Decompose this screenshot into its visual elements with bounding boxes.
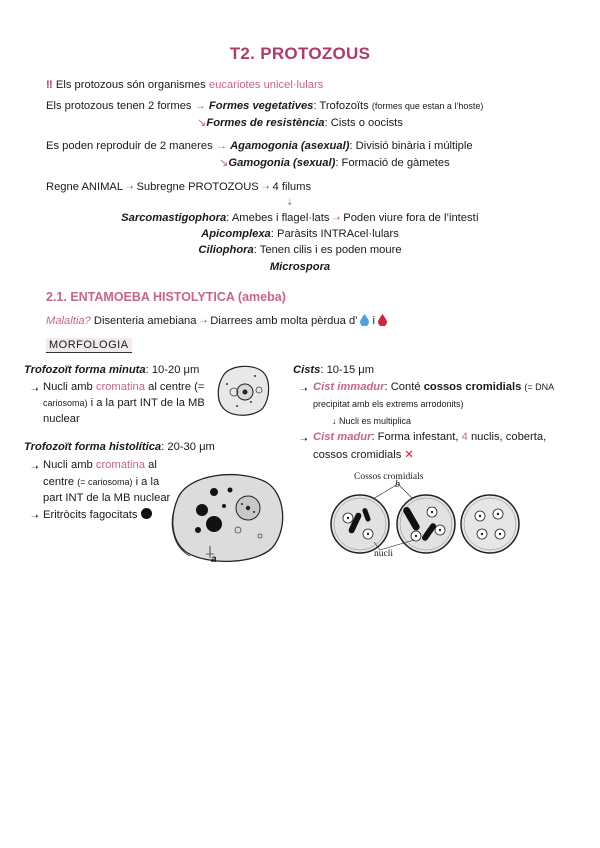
malaltia-text: Disenteria amebiana [93, 315, 197, 327]
histolitica-heading [24, 441, 215, 453]
filum-sarcomastigophora [0, 212, 600, 224]
and-text: i [372, 315, 375, 327]
formes-line-2 [197, 116, 403, 129]
filum-name: Ciliophora [198, 244, 254, 256]
histolitica-b1-l1 [43, 459, 157, 471]
intro-line [46, 79, 323, 91]
bullet-arrow-icon: ➝ [300, 434, 308, 444]
intro-text: Els protozous són organismes [55, 79, 206, 91]
text: al [148, 459, 157, 471]
text: Nucli amb [43, 459, 93, 471]
bullet-arrow-icon: ➝ [300, 384, 308, 394]
cist-madur-l2 [313, 448, 414, 461]
regne-a: Regne ANIMAL [46, 181, 123, 193]
arrow-right-icon: → [194, 100, 206, 112]
histolitica-b2 [43, 508, 152, 521]
reprod-a-text: : Divisió binària i múltiple [349, 140, 473, 152]
histolitica-b1-l3: part INT de la MB nuclear [43, 492, 171, 504]
text: : Conté [384, 381, 421, 393]
cist-immadur-l1 [313, 381, 554, 393]
formes-res-label: Formes de resistència [206, 117, 325, 129]
morfologia-heading: MORFOLOGIA [46, 338, 132, 353]
trofozoit-minuta-figure [215, 362, 271, 418]
formes-veg-note: (formes que estan a l’hoste) [371, 101, 484, 111]
histolitica-label: Trofozoït forma histolítica [24, 441, 162, 453]
minuta-b1-l3: nuclear [43, 413, 80, 425]
text: : Forma infestant, [371, 431, 459, 443]
text: (= cariosoma) [77, 477, 133, 487]
minuta-label: Trofozoït forma minuta [24, 364, 146, 376]
reprod-line-2 [219, 156, 450, 169]
regne-c: 4 filums [272, 181, 312, 193]
filum-name: Sarcomastigophora [121, 212, 227, 224]
filum-ciliophora [0, 244, 600, 256]
histolitica-size: : 20-30 μm [161, 441, 215, 453]
text: i a la part INT de la MB [90, 397, 205, 409]
cromatina-highlight: cromatina [95, 381, 145, 393]
minuta-b1-l1 [43, 381, 204, 393]
arrow-down-right-icon: ↘ [197, 117, 207, 129]
arrow-right-icon: ➝ [125, 182, 134, 192]
cists-label: Cists [293, 364, 321, 376]
cromatina-highlight: cromatina [95, 459, 145, 471]
formes-veg-label: Formes vegetatives [208, 100, 314, 112]
fig-caption: Cossos cromidials [354, 472, 424, 482]
text: 4 [461, 431, 468, 443]
fig-label-nucli: nucli [374, 549, 393, 559]
bullet-arrow-icon: ➝ [31, 511, 39, 521]
text: cossos cromidials [313, 449, 402, 461]
filum-apicomplexa [0, 228, 600, 240]
bullet-arrow-icon: ➝ [31, 384, 39, 394]
page-title: T2. PROTOZOUS [229, 44, 371, 63]
text: al centre (= [148, 381, 205, 393]
text: cossos cromidials [423, 381, 522, 393]
reprod-g-label: Gamogonia (sexual) [228, 157, 336, 169]
cists-figure [328, 484, 528, 562]
filum-extra: Poden viure fora de l’intestí [343, 212, 479, 224]
cist-madur-l1 [313, 431, 546, 443]
cist-immadur-l2: precipitat amb els extrems arrodonits) [313, 399, 464, 409]
text: Eritròcits fagocitats [43, 509, 138, 521]
text: (= DNA [524, 382, 555, 392]
intro-highlight: eucariotes unicel·lulars [208, 79, 324, 91]
malaltia-text2: Diarrees amb molta pèrdua d’ [210, 315, 358, 327]
trofozoit-histolitica-figure [168, 468, 288, 568]
malaltia-label: Malaltia? [46, 315, 91, 327]
filum-microspora [0, 261, 600, 273]
text: i a la [135, 476, 160, 488]
text: centre [43, 476, 75, 488]
arrow-right-icon: ➝ [261, 182, 270, 192]
filum-text: : Tenen cilis i es poden moure [253, 244, 402, 256]
cist-madur-label: Cist madur [313, 431, 372, 443]
filum-text: : Paràsits INTRAcel·lulars [270, 228, 399, 240]
arrow-right-icon: ➝ [199, 316, 208, 326]
formes-res-text: : Cists o oocists [324, 117, 403, 129]
water-drop-icon [360, 314, 369, 326]
text: nuclis, coberta, [470, 431, 547, 443]
reprod-g-text: : Formació de gàmetes [335, 157, 450, 169]
reprod-lead: Es poden reproduir de 2 maneres [46, 140, 213, 152]
figure-label-a: a [211, 554, 217, 565]
cists-size: : 10-15 μm [320, 364, 375, 376]
text: Nucli amb [43, 381, 93, 393]
minuta-size: : 10-20 μm [145, 364, 200, 376]
text: cariosoma) [43, 398, 88, 408]
formes-line-1 [46, 100, 483, 112]
black-circle-icon [141, 508, 152, 519]
malaltia-line [46, 314, 387, 327]
regne-line [46, 181, 311, 193]
cists-heading [293, 364, 374, 376]
histolitica-b1-l2 [43, 476, 159, 488]
blood-drop-icon [378, 314, 387, 326]
minuta-b1-l2 [43, 397, 205, 409]
fig-label-b: b [395, 479, 400, 490]
arrow-right-icon: ➝ [332, 213, 341, 223]
filum-name: Microspora [269, 261, 331, 273]
regne-b: Subregne PROTOZOUS [136, 181, 259, 193]
bullet-arrow-icon: ➝ [31, 462, 39, 472]
arrow-right-icon: → [215, 140, 227, 152]
filum-text: : Amebes i flagel·lats [226, 212, 330, 224]
cist-immadur-label: Cist immadur [313, 381, 385, 393]
nucli-multiplica: ↓ Nucli es multiplica [332, 416, 412, 426]
formes-lead: Els protozous tenen 2 formes [46, 100, 192, 112]
reprod-line-1 [46, 140, 473, 152]
arrow-down-icon: ⇣ [286, 197, 294, 207]
exclamation-icon: ‼ [46, 79, 53, 91]
formes-veg-text: : Trofozoïts [313, 100, 369, 112]
arrow-down-right-icon: ↘ [219, 157, 229, 169]
reprod-a-label: Agamogonia (asexual) [230, 140, 350, 152]
filum-name: Apicomplexa [201, 228, 271, 240]
section-title: 2.1. ENTAMOEBA HISTOLYTICA (ameba) [46, 290, 286, 304]
minuta-heading [24, 364, 199, 376]
cross-icon: ✕ [404, 449, 414, 461]
